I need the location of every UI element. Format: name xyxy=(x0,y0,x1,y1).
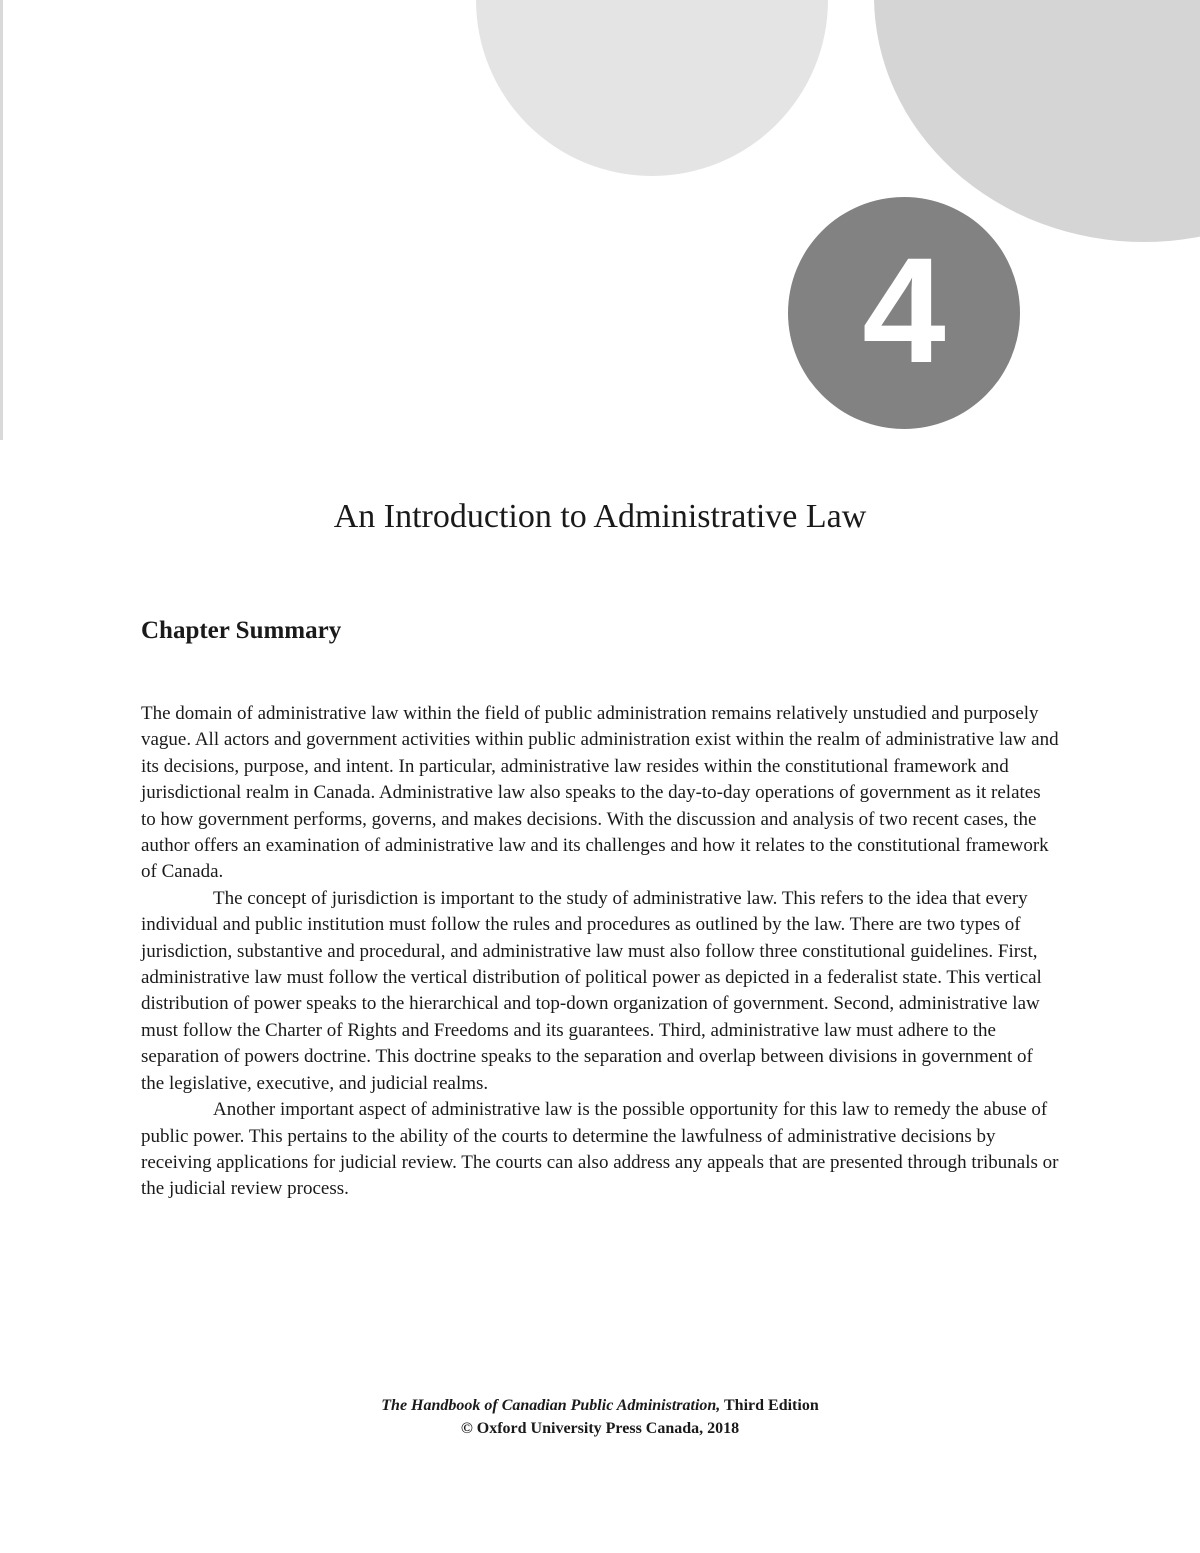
summary-paragraph: The concept of jurisdiction is important to the study of administrative law. This refers to the idea that every individual and public institution must follow the rules and procedures as outlined by the law. There are two types of jurisdiction, substantive and procedural, and administrative law must also follow three constitutional guidelines. First, administrative law must follow the vertical distribution of political power as depicted in a federalist state. This vertical distribution of power speaks to the hierarchical and top-down organization of government. Second, administrative law must follow the Charter of Rights and Freedoms and its guarantees. Third, administrative law must adhere to the separation of powers doctrine. This doctrine speaks to the separation and overlap between divisions in government of the legislative, executive, and judicial realms. xyxy=(141,887,1042,1094)
summary-paragraph: Another important aspect of administrative law is the possible opportunity for this law to remedy the abuse of public power. This pertains to the ability of the courts to determine the lawfulness of administrative decisions by receiving applications for judicial review. The courts can also address any appeals that are presented through tribunals or the judicial review process. xyxy=(141,1099,1059,1200)
footer-edition: Third Edition xyxy=(720,1397,819,1414)
footer-copyright: © Oxford University Press Canada, 2018 xyxy=(460,1420,740,1437)
section-heading: Chapter Summary xyxy=(141,617,342,644)
page-footer xyxy=(0,1394,1200,1440)
footer-book-title: The Handbook of Canadian Public Administration, xyxy=(381,1397,721,1414)
chapter-number-badge xyxy=(788,197,1020,429)
footer-book-line xyxy=(0,1394,1200,1417)
summary-paragraph: The domain of administrative law within the field of public administration remains relatively unstudied and purposely vague. All actors and government activities within public administration exist within the realm of administrative law and its decisions, purpose, and intent. In particular, administrative law resides within the constitutional framework and jurisdictional realm in Canada. Administrative law also speaks to the day-to-day operations of government as it relates to how government performs, governs, and makes decisions. With the discussion and analysis of two recent cases, the author offers an examination of administrative law and its challenges and how it relates to the constitutional framework of Canada. xyxy=(141,703,1059,883)
decorative-circle-left xyxy=(476,0,828,176)
chapter-title: An Introduction to Administrative Law xyxy=(333,498,867,535)
chapter-summary-body xyxy=(141,701,1059,1203)
page-edge-line xyxy=(0,0,3,440)
chapter-number: 4 xyxy=(862,226,946,394)
